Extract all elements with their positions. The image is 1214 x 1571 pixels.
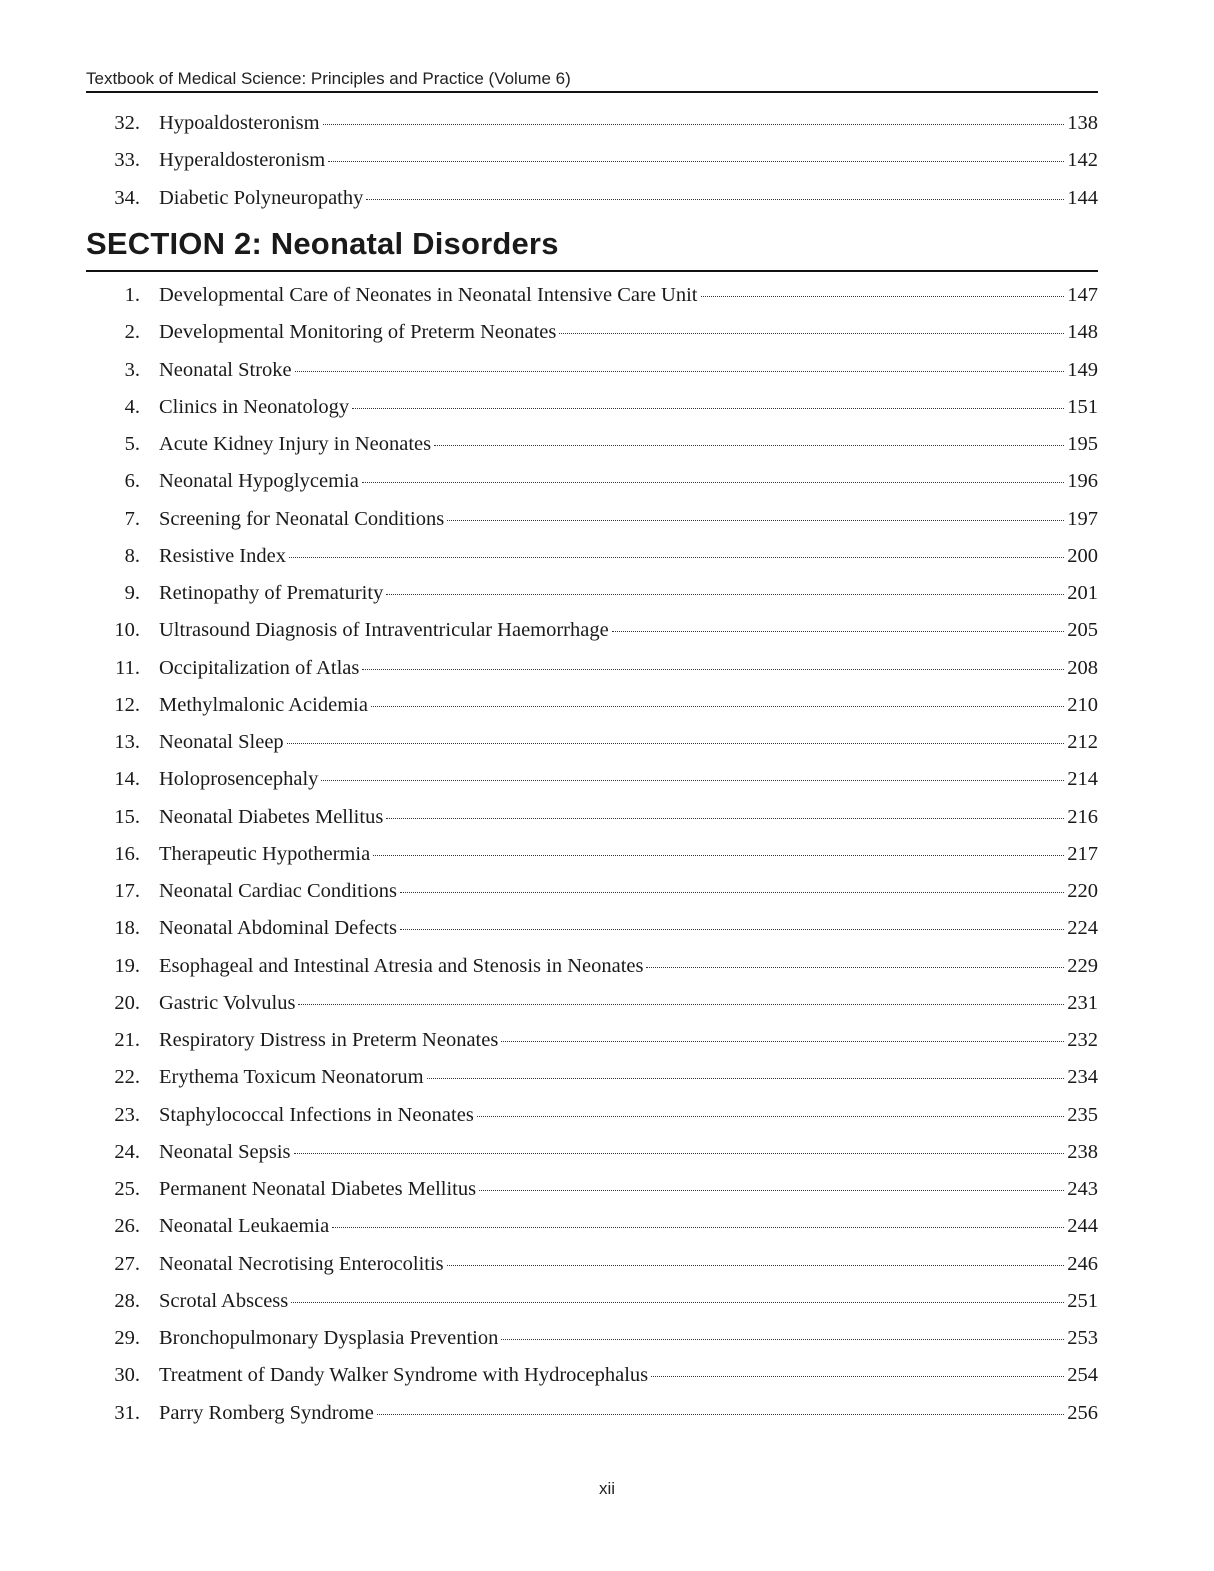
toc-entry[interactable] [86,1320,1098,1357]
toc-entry[interactable] [86,1357,1098,1394]
dot-leader [362,482,1064,483]
dot-leader [294,1153,1065,1154]
toc-entry-title: Developmental Monitoring of Preterm Neonates [159,321,557,344]
toc-entry-number: 4. [124,395,140,418]
dot-leader [612,631,1065,632]
dot-leader [701,296,1065,297]
toc-entry-page: 151 [1067,395,1098,418]
dot-leader [352,408,1064,409]
toc-entry-page: 208 [1067,656,1098,679]
toc-entry-number: 25. [114,1178,140,1200]
toc-entry-title: Bronchopulmonary Dysplasia Prevention [159,1327,499,1349]
toc-entry-page: 235 [1067,1103,1098,1126]
toc-entry-number: 19. [114,954,140,977]
dot-leader [427,1078,1065,1079]
toc-entry-number: 11. [115,656,140,679]
dot-leader [479,1190,1064,1191]
dot-leader [289,557,1064,558]
toc-entry-number: 21. [114,1029,140,1051]
toc-entry-title: Ultrasound Diagnosis of Intraventricular Haemorrhage [159,619,609,642]
toc-entry-page: 220 [1067,880,1098,902]
toc-entry-title: Neonatal Stroke [159,358,292,381]
toc-entry-number: 23. [114,1103,140,1126]
toc-entry-number: 30. [114,1364,140,1387]
dot-leader [501,1041,1064,1042]
toc-entry[interactable] [86,1246,1098,1283]
toc-entry[interactable] [86,910,1098,947]
dot-leader [477,1116,1064,1117]
toc-entry-page: 224 [1067,917,1098,940]
toc-entry-number: 15. [114,805,140,828]
toc-entry-number: 18. [114,917,140,940]
toc-entry-title: Esophageal and Intestinal Atresia and Stenosis in Neonates [159,954,644,977]
toc-entry-page: 195 [1067,433,1098,455]
toc-entry-title: Erythema Toxicum Neonatorum [159,1066,424,1089]
toc-entry-page: 234 [1067,1066,1098,1089]
toc-entry-page: 205 [1067,619,1098,642]
toc-entry[interactable] [86,1283,1098,1320]
toc-entry[interactable] [86,575,1098,612]
toc-entry-number: 31. [114,1401,140,1424]
toc-entry-title: Developmental Care of Neonates in Neonatal Intensive Care Unit [159,284,698,306]
toc-entry-page: 254 [1067,1364,1098,1387]
page-number: xii [598,1479,616,1498]
toc-entry-title: Staphylococcal Infections in Neonates [159,1103,474,1126]
toc-entry[interactable] [86,985,1098,1022]
toc-entry-page: 229 [1067,954,1098,977]
toc-entry-title: Respiratory Distress in Preterm Neonates [159,1029,499,1051]
toc-entry-title: Neonatal Diabetes Mellitus [159,805,384,828]
toc-entry-title: Holoprosencephaly [159,768,319,791]
toc-entry[interactable] [86,180,1098,217]
toc-entry-page: 212 [1067,731,1098,753]
toc-entry[interactable] [86,142,1098,179]
dot-leader [559,333,1064,334]
toc-entry-number: 2. [124,321,140,344]
header-rule [86,91,1098,93]
toc-entry-page: 214 [1067,768,1098,791]
toc-entry[interactable] [86,836,1098,873]
dot-leader [287,743,1065,744]
toc-entry[interactable] [86,1208,1098,1245]
toc-entry-page: 201 [1067,582,1098,604]
toc-entry-title: Permanent Neonatal Diabetes Mellitus [159,1178,477,1200]
toc-entry-page: 144 [1067,186,1098,209]
toc-entry-number: 5. [124,433,140,455]
toc-entry-number: 7. [124,507,140,530]
toc-entry-title: Therapeutic Hypothermia [159,842,371,865]
toc-entry-title: Retinopathy of Prematurity [159,582,384,604]
toc-entry-page: 231 [1067,991,1098,1014]
toc-entry[interactable] [86,1134,1098,1171]
toc-entry-title: Neonatal Necrotising Enterocolitis [159,1252,444,1275]
toc-entry-page: 142 [1067,149,1098,172]
toc-entry-number: 29. [114,1327,140,1349]
toc-entry-title: Clinics in Neonatology [159,395,350,418]
toc-entry-title: Neonatal Cardiac Conditions [159,880,397,902]
toc-entry[interactable] [86,687,1098,724]
toc-entry-title: Hyperaldosteronism [159,149,326,172]
toc-entry-page: 243 [1067,1178,1098,1200]
dot-leader [371,706,1064,707]
toc-entry-page: 216 [1067,805,1098,828]
toc-entry-number: 32. [114,112,140,134]
toc-entry-number: 17. [114,880,140,902]
toc-entry-title: Occipitalization of Atlas [159,656,360,679]
dot-leader [447,1265,1065,1266]
dot-leader [386,818,1064,819]
toc-entry-page: 232 [1067,1029,1098,1051]
toc-entry-title: Neonatal Hypoglycemia [159,470,359,493]
toc-entry-page: 251 [1067,1289,1098,1312]
section-toc [86,277,1098,1432]
toc-entry-title: Resistive Index [159,544,286,567]
toc-entry-number: 10. [114,619,140,642]
toc-entry-title: Methylmalonic Acidemia [159,693,368,716]
toc-entry-number: 27. [114,1252,140,1275]
toc-entry-page: 197 [1067,507,1098,530]
toc-entry-title: Diabetic Polyneuropathy [159,186,364,209]
toc-entry-page: 147 [1067,284,1098,306]
toc-entry-number: 12. [114,693,140,716]
toc-entry[interactable] [86,1097,1098,1134]
running-header: Textbook of Medical Science: Principles and Practice (Volume 6) [86,69,571,88]
toc-entry-number: 8. [124,544,140,567]
toc-entry-page: 148 [1067,321,1098,344]
dot-leader [323,124,1065,125]
section-heading: SECTION 2: Neonatal Disorders [86,226,559,261]
toc-entry[interactable] [86,612,1098,649]
dot-leader [328,161,1064,162]
dot-leader [400,929,1064,930]
dot-leader [298,1004,1064,1005]
toc-entry-title: Neonatal Abdominal Defects [159,917,397,940]
toc-entry-page: 253 [1067,1327,1098,1349]
toc-entry[interactable] [86,1395,1098,1432]
toc-entry[interactable] [86,948,1098,985]
dot-leader [501,1339,1064,1340]
toc-entry-title: Screening for Neonatal Conditions [159,507,445,530]
dot-leader [400,892,1064,893]
toc-entry-number: 26. [114,1215,140,1238]
toc-entry-number: 16. [114,842,140,865]
toc-entry[interactable] [86,538,1098,575]
toc-entry-page: 246 [1067,1252,1098,1275]
toc-entry-title: Acute Kidney Injury in Neonates [159,433,432,455]
toc-entry[interactable] [86,1171,1098,1208]
toc-entry[interactable] [86,650,1098,687]
toc-entry[interactable] [86,799,1098,836]
section-rule [86,270,1098,272]
toc-entry-page: 149 [1067,358,1098,381]
toc-entry[interactable] [86,761,1098,798]
toc-entry-title: Hypoaldosteronism [159,112,320,134]
toc-entry-title: Treatment of Dandy Walker Syndrome with Hydrocephalus [159,1364,649,1387]
toc-entry-page: 238 [1067,1140,1098,1163]
toc-entry-number: 33. [114,149,140,172]
dot-leader [291,1302,1064,1303]
dot-leader [651,1376,1064,1377]
dot-leader [377,1414,1064,1415]
toc-entry-title: Gastric Volvulus [159,991,296,1014]
toc-entry[interactable] [86,501,1098,538]
toc-entry-number: 13. [114,731,140,753]
toc-entry[interactable] [86,1022,1098,1059]
dot-leader [373,855,1064,856]
dot-leader [434,445,1064,446]
toc-entry[interactable] [86,105,1098,142]
toc-entry-title: Neonatal Sleep [159,731,284,753]
toc-entry[interactable] [86,314,1098,351]
toc-entry-title: Scrotal Abscess [159,1289,289,1312]
dot-leader [332,1227,1064,1228]
toc-entry[interactable] [86,389,1098,426]
dot-leader [386,594,1064,595]
dot-leader [646,967,1064,968]
toc-entry-page: 200 [1067,544,1098,567]
toc-entry-number: 34. [114,186,140,209]
toc-entry[interactable] [86,1059,1098,1096]
toc-entry[interactable] [86,873,1098,910]
toc-entry-number: 20. [114,991,140,1014]
toc-entry-number: 3. [124,358,140,381]
toc-entry-title: Neonatal Leukaemia [159,1215,330,1238]
previous-section-toc [86,105,1098,217]
toc-entry-number: 6. [124,470,140,493]
dot-leader [321,780,1064,781]
toc-entry-number: 28. [114,1289,140,1312]
toc-entry[interactable] [86,352,1098,389]
toc-entry-page: 138 [1067,112,1098,134]
toc-entry[interactable] [86,426,1098,463]
toc-entry-title: Parry Romberg Syndrome [159,1401,374,1424]
toc-entry-page: 256 [1067,1401,1098,1424]
toc-entry-number: 24. [114,1140,140,1163]
toc-entry-title: Neonatal Sepsis [159,1140,291,1163]
dot-leader [366,199,1064,200]
toc-entry[interactable] [86,724,1098,761]
toc-entry-page: 210 [1067,693,1098,716]
toc-entry-number: 22. [114,1066,140,1089]
toc-entry-number: 14. [114,768,140,791]
toc-entry[interactable] [86,277,1098,314]
toc-entry-page: 217 [1067,842,1098,865]
toc-entry-number: 9. [124,582,140,604]
toc-entry-number: 1. [124,284,140,306]
dot-leader [447,520,1064,521]
toc-entry-page: 244 [1067,1215,1098,1238]
toc-entry-page: 196 [1067,470,1098,493]
dot-leader [295,371,1065,372]
toc-entry[interactable] [86,463,1098,500]
dot-leader [362,669,1064,670]
